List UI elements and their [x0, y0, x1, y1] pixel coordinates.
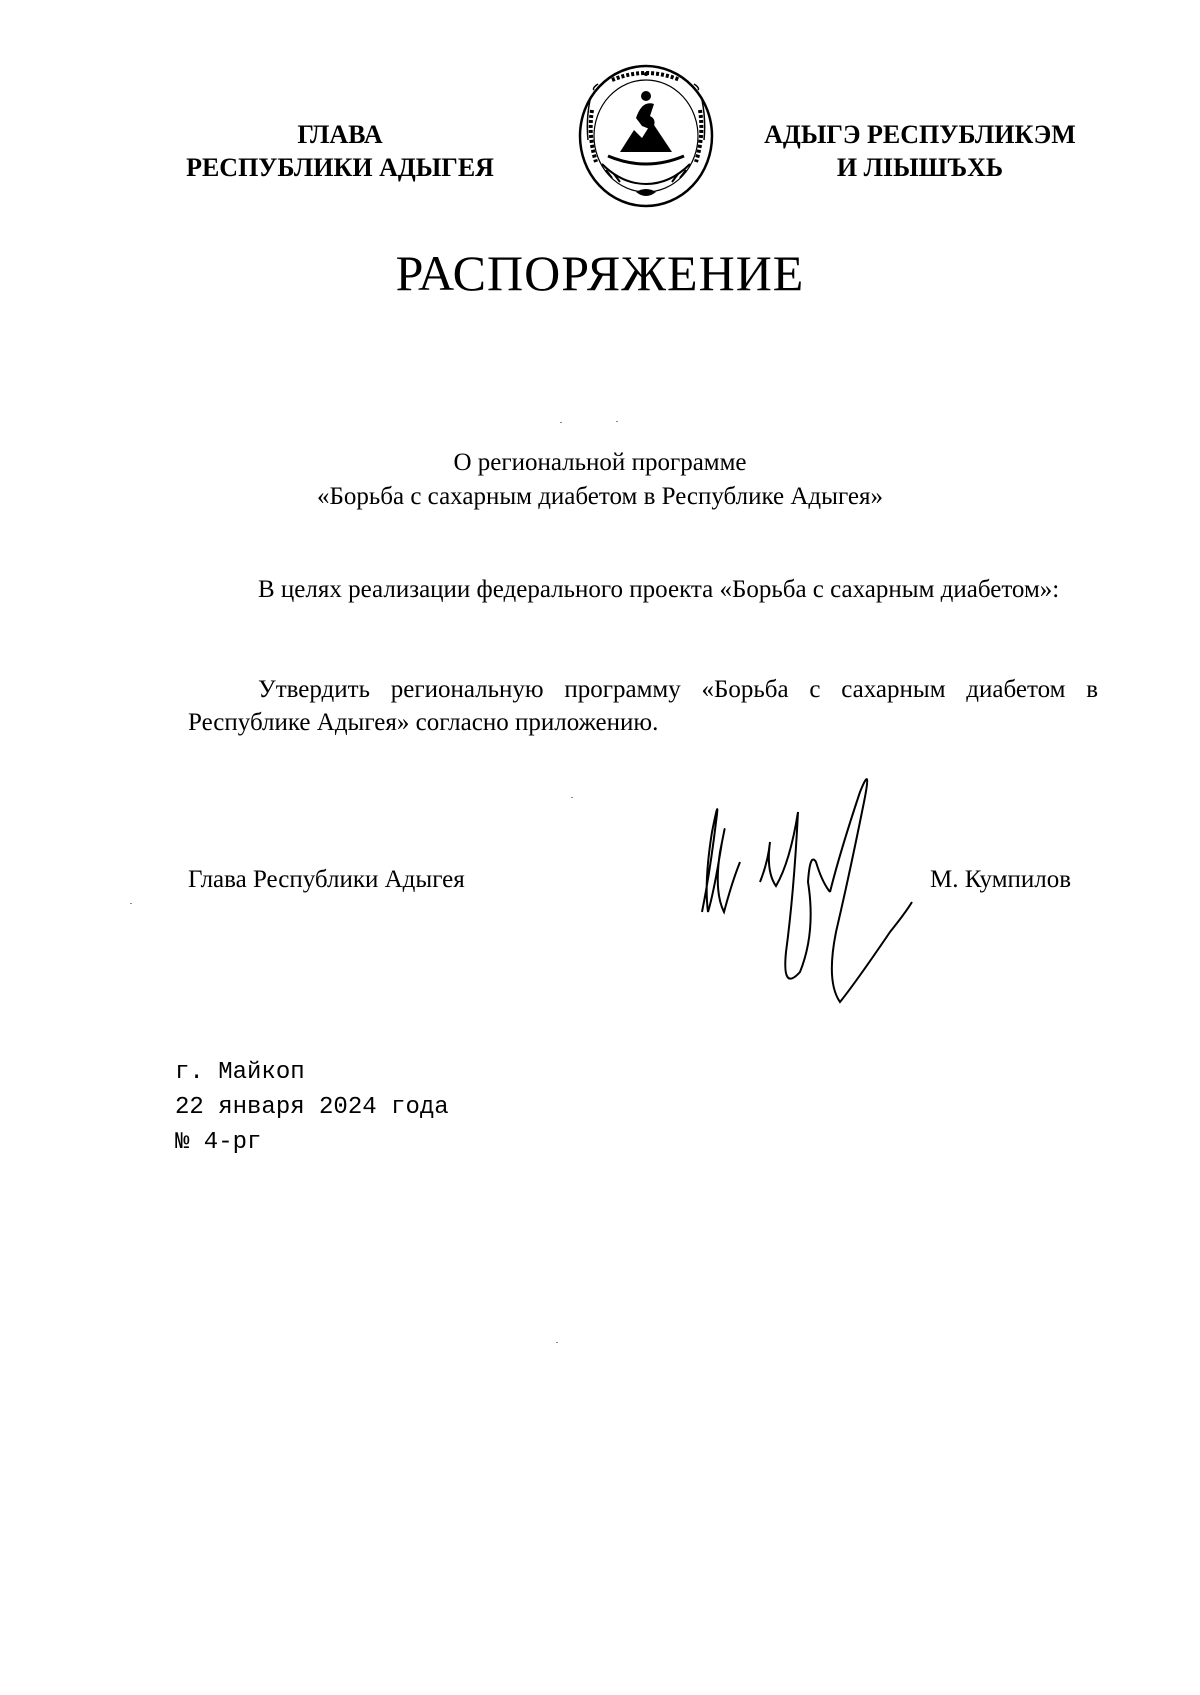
scan-speck [571, 797, 573, 798]
body-paragraph-1-text: В целях реализации федерального проекта «Борьба с сахарным диабетом»: [258, 576, 1060, 603]
subject-line-1: О региональной программе [453, 449, 747, 476]
scan-speck [130, 903, 132, 904]
signatory-title: Глава Республики Адыгея [188, 866, 465, 893]
signatory-name: М. Кумпилов [930, 866, 1072, 893]
coat-of-arms-adygea-icon [572, 60, 720, 212]
body-paragraph-2 [188, 673, 1098, 739]
issuer-line-2: И ЛІЫШЪХЬ [836, 153, 1004, 182]
issuer-line-1: ГЛАВА [297, 120, 383, 149]
scan-speck [616, 421, 618, 422]
document-details [175, 1055, 449, 1160]
body-paragraph-2-text: Утвердить региональную программу «Борьба с сахарным диабетом в Республике Адыгея» согласно приложению. [188, 676, 1098, 736]
document-city: г. Майкоп [175, 1059, 305, 1086]
issuer-line-1: АДЫГЭ РЕСПУБЛИКЭМ [764, 120, 1076, 149]
document-number: № 4-рг [175, 1129, 262, 1156]
subject-line-2: «Борьба с сахарным диабетом в Республике Адыгея» [317, 483, 883, 510]
issuer-header-adyghe [740, 118, 1100, 184]
issuer-header-russian [140, 118, 540, 184]
handwritten-signature-icon [690, 752, 930, 1022]
scan-speck [556, 1342, 558, 1343]
document-type-title: РАСПОРЯЖЕНИЕ [395, 245, 805, 301]
body-paragraph-1 [188, 573, 1098, 606]
scan-speck [560, 422, 562, 423]
issuer-line-2: РЕСПУБЛИКИ АДЫГЕЯ [186, 153, 494, 182]
document-subject [0, 446, 1200, 514]
document-date: 22 января 2024 года [175, 1094, 449, 1121]
